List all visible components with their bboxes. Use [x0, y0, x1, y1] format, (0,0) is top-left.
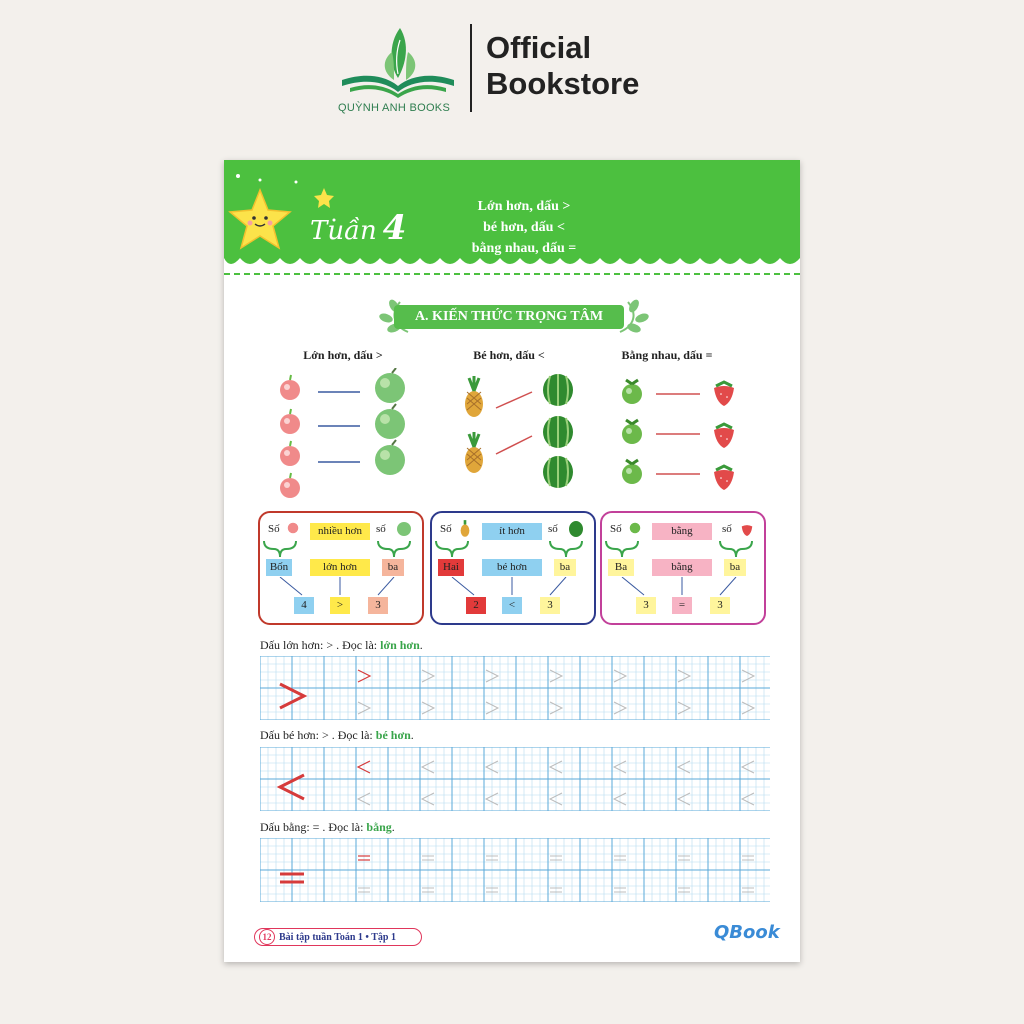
brand-title-line2: Bookstore [486, 66, 640, 101]
concept-box-equal [600, 511, 766, 625]
brand-name: QUỲNH ANH BOOKS [338, 102, 451, 114]
num-left: 4 [294, 597, 314, 614]
word-mid: bằng [652, 559, 712, 576]
fruit-comparison [264, 368, 764, 508]
guava-icon [622, 380, 642, 484]
week-number: 4 [382, 208, 407, 248]
brand-title [486, 30, 639, 102]
page-number: 12 [259, 929, 275, 945]
word-left: Hai [438, 559, 464, 576]
comparison-sign: < [502, 597, 522, 614]
brace-icon [432, 539, 594, 559]
so-label: số [376, 523, 386, 535]
brand-title-line1: Official [486, 30, 592, 65]
so-label: Số [440, 523, 452, 535]
so-label: số [548, 523, 558, 535]
middle-label: nhiều hơn [310, 523, 370, 540]
week-label: Tuần 4 [310, 208, 407, 248]
num-right: 3 [710, 597, 730, 614]
green-apple-icon [375, 368, 405, 475]
watermelon-icon [543, 374, 573, 488]
word-right: ba [382, 559, 404, 576]
strawberry-icon [740, 521, 754, 537]
publisher-logo: QBook [714, 922, 780, 943]
so-label: Số [268, 523, 280, 535]
word-mid: lớn hơn [310, 559, 370, 576]
word-left: Ba [608, 559, 634, 576]
comparison-sign: > [330, 597, 350, 614]
arrows [260, 577, 422, 597]
book-title: Bài tập tuần Toán 1 • Tập 1 [279, 932, 396, 943]
concept-box-greater [258, 511, 424, 625]
word-right: ba [724, 559, 746, 576]
exercise-less-label: Dấu bé hơn: > . Đọc là: bé hơn. [260, 728, 414, 742]
banner-line2: bé hơn, dấu < [483, 220, 565, 235]
word-right: ba [554, 559, 576, 576]
pineapple-icon [465, 376, 483, 473]
col-title-greater: Lớn hơn, dấu > [303, 348, 383, 362]
num-left: 3 [636, 597, 656, 614]
brand-divider [470, 24, 472, 112]
exercise-greater-label: Dấu lớn hơn: > . Đọc là: lớn hơn. [260, 638, 423, 652]
arrows [432, 577, 594, 597]
col-title-less: Bé hơn, dấu < [473, 348, 545, 362]
banner-title [444, 196, 604, 259]
section-title: A. KIẾN THỨC TRỌNG TÂM [394, 305, 624, 329]
strawberry-icon [714, 382, 734, 490]
num-left: 2 [466, 597, 486, 614]
word-left: Bốn [266, 559, 292, 576]
banner-line3: bằng nhau, dấu = [471, 241, 577, 256]
so-label: số [722, 523, 732, 535]
middle-label: bằng [652, 523, 712, 540]
comparison-sign: = [672, 597, 692, 614]
practice-grid-less[interactable] [260, 747, 770, 811]
book-leaf-icon [336, 22, 460, 112]
concept-box-less [430, 511, 596, 625]
practice-grid-greater[interactable] [260, 656, 770, 720]
brace-icon [602, 539, 764, 559]
guava-icon [628, 521, 642, 535]
practice-grid-equal[interactable] [260, 838, 770, 902]
apple-icon [286, 521, 300, 535]
banner-line1: Lớn hơn, dấu > [477, 199, 571, 214]
brand-logo [336, 22, 656, 118]
watermelon-icon [568, 520, 584, 538]
page-footer [254, 928, 422, 946]
so-label: Số [610, 523, 622, 535]
pineapple-icon [458, 519, 472, 537]
apple-icon [280, 375, 300, 498]
word-mid: bé hơn [482, 559, 542, 576]
brace-icon [260, 539, 422, 559]
workbook-page [224, 160, 800, 962]
exercise-equal-label: Dấu bằng: = . Đọc là: bằng. [260, 820, 395, 834]
num-right: 3 [540, 597, 560, 614]
middle-label: ít hơn [482, 523, 542, 540]
col-title-equal: Bằng nhau, dấu = [621, 348, 713, 362]
green-apple-icon [396, 521, 412, 537]
num-right: 3 [368, 597, 388, 614]
arrows [602, 577, 764, 597]
